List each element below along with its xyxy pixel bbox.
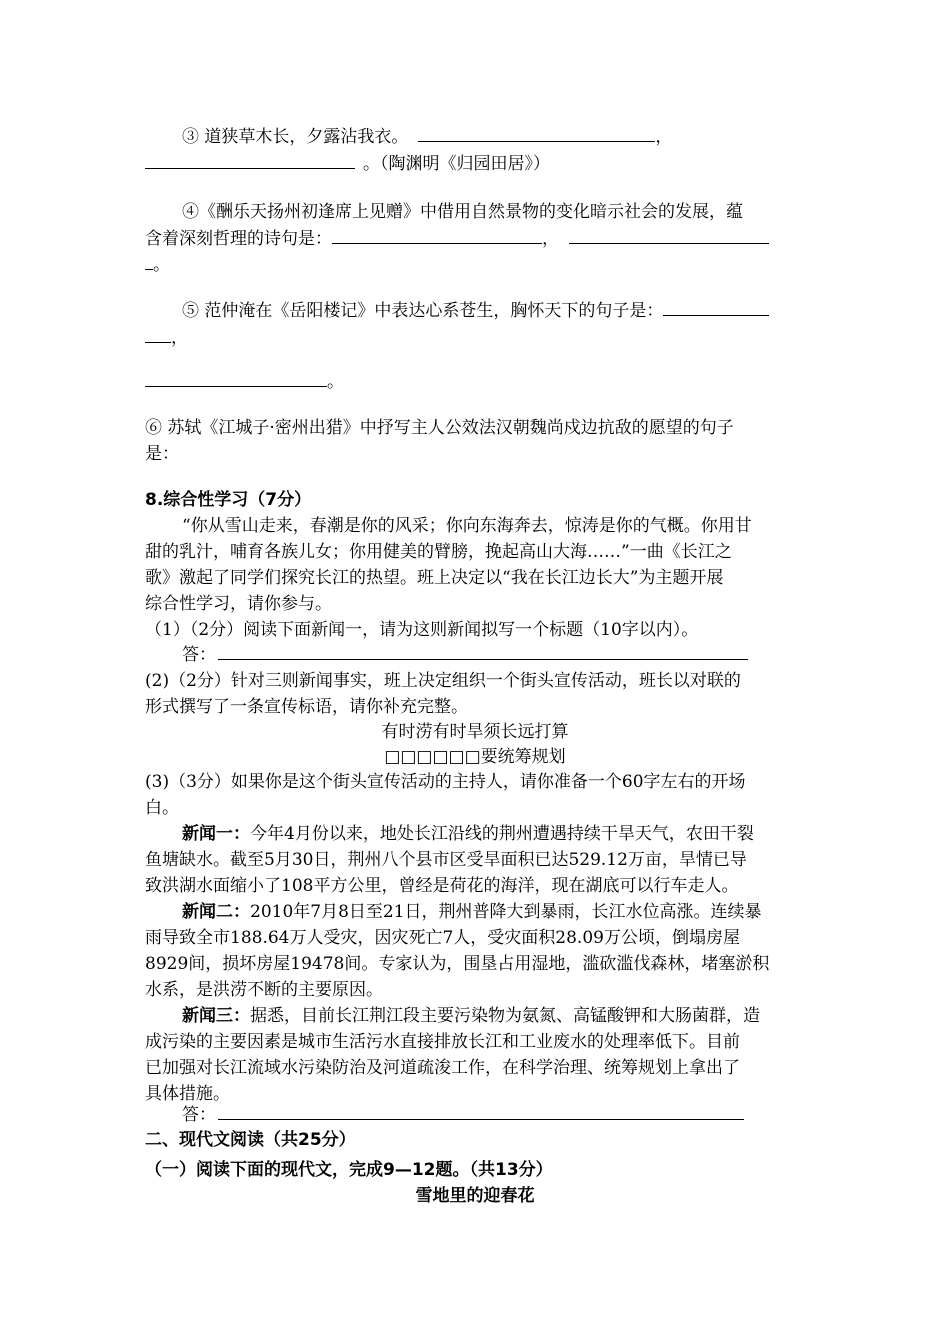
news-2-label: 新闻二： bbox=[182, 902, 250, 922]
intro-line: “你从雪山走来，春潮是你的风采；你向东海奔去，惊涛是你的气概。你用甘 bbox=[182, 516, 752, 536]
news-3-label: 新闻三： bbox=[182, 1006, 250, 1026]
answer-line-2: 答： bbox=[182, 1103, 744, 1127]
poem-item-4-end: 。 bbox=[145, 253, 170, 277]
poem-item-5-cont: ， bbox=[145, 326, 188, 350]
news-3-line: 成污染的主要因素是城市生活污水直接排放长江和工业废水的处理率低下。目前 bbox=[145, 1032, 740, 1052]
news-1: 新闻一：今年4月份以来，地处长江沿线的荆州遭遇持续干旱天气，农田干裂 bbox=[182, 824, 754, 844]
answer-blank[interactable] bbox=[218, 1103, 744, 1120]
sub-question-3-cont: 白。 bbox=[145, 798, 179, 818]
couplet-line-2: □□□□□□要统筹规划 bbox=[384, 747, 566, 767]
news-2: 新闻二：2010年7月8日至21日，荆州普降大到暴雨，长江水位高涨。连续暴 bbox=[182, 902, 762, 922]
section-2-subheading: （一）阅读下面的现代文，完成9—12题。（共13分） bbox=[145, 1160, 553, 1180]
news-2-line: 水系，是洪涝不断的主要原因。 bbox=[145, 980, 383, 1000]
news-1-line: 致洪湖水面缩小了108平方公里，曾经是荷花的海洋，现在湖底可以行车走人。 bbox=[145, 876, 739, 896]
answer-blank[interactable] bbox=[418, 125, 655, 142]
news-3-line: 具体措施。 bbox=[145, 1084, 230, 1104]
section-2-heading: 二、现代文阅读（共25分） bbox=[145, 1130, 356, 1150]
poem-item-5: ⑤ 范仲淹在《岳阳楼记》中表达心系苍生，胸怀天下的句子是： bbox=[182, 299, 769, 323]
poem-item-3-cont: 。（陶渊明《归园田居》） bbox=[145, 152, 550, 176]
answer-blank[interactable] bbox=[663, 299, 769, 316]
intro-line: 甜的乳汁，哺育各族儿女；你用健美的臂膀，挽起高山大海……”一曲《长江之 bbox=[145, 542, 732, 562]
poem-item-6: ⑥ 苏轼《江城子·密州出猎》中抒写主人公效法汉朝魏尚戍边抗敌的愿望的句子 bbox=[145, 418, 734, 438]
answer-blank[interactable] bbox=[569, 227, 769, 244]
question-8-heading: 8.综合性学习（7分） bbox=[145, 490, 312, 510]
couplet-line-1: 有时涝有时旱须长远打算 bbox=[381, 722, 569, 742]
poem-item-5-end: 。 bbox=[145, 370, 344, 394]
answer-line-1: 答： bbox=[182, 643, 748, 667]
answer-blank[interactable] bbox=[145, 253, 153, 270]
news-1-label: 新闻一： bbox=[182, 824, 250, 844]
answer-blank[interactable] bbox=[145, 370, 327, 387]
news-3: 新闻三：据悉，目前长江荆江段主要污染物为氨氮、高锰酸钾和大肠菌群，造 bbox=[182, 1006, 760, 1026]
answer-blank[interactable] bbox=[145, 326, 171, 343]
poem-item-3-text: ③ 道狭草木长，夕露沾我衣。 bbox=[182, 127, 409, 147]
news-2-line: 8929间，损坏房屋19478间。专家认为，围垦占用湿地，滥砍滥伐森林，堵塞淤积 bbox=[145, 954, 770, 974]
poem-item-6-cont: 是： bbox=[145, 444, 179, 464]
poem-item-4-cont: 含着深刻哲理的诗句是： ， bbox=[145, 227, 769, 251]
article-title: 雪地里的迎春花 bbox=[415, 1186, 535, 1206]
answer-blank[interactable] bbox=[218, 643, 748, 660]
news-2-line: 雨导致全市188.64万人受灾，因灾死亡7人，受灾面积28.09万公顷，倒塌房屋 bbox=[145, 928, 740, 948]
news-1-line: 鱼塘缺水。截至5月30日，荆州八个县市区受旱面积已达529.12万亩，旱情已导 bbox=[145, 850, 747, 870]
poem-item-4: ④《酬乐天扬州初逢席上见赠》中借用自然景物的变化暗示社会的发展，蕴 bbox=[182, 202, 743, 222]
answer-blank[interactable] bbox=[145, 152, 355, 169]
news-3-line: 已加强对长江流域水污染防治及河道疏浚工作，在科学治理、统筹规划上拿出了 bbox=[145, 1058, 740, 1078]
answer-blank[interactable] bbox=[332, 227, 542, 244]
intro-line: 歌》激起了同学们探究长江的热望。班上决定以“我在长江边长大”为主题开展 bbox=[145, 568, 724, 588]
sub-question-1: （1）（2分）阅读下面新闻一，请为这则新闻拟写一个标题（10字以内）。 bbox=[145, 620, 699, 640]
poem-item-3: ③ 道狭草木长，夕露沾我衣。 ， bbox=[182, 127, 673, 147]
sub-question-2-cont: 形式撰写了一条宣传标语，请你补充完整。 bbox=[145, 697, 468, 717]
sub-question-3: (3)（3分）如果你是这个街头宣传活动的主持人，请你准备一个60字左右的开场 bbox=[145, 772, 746, 792]
sub-question-2: (2)（2分）针对三则新闻事实，班上决定组织一个街头宣传活动，班长以对联的 bbox=[145, 671, 741, 691]
intro-line: 综合性学习，请你参与。 bbox=[145, 594, 332, 614]
